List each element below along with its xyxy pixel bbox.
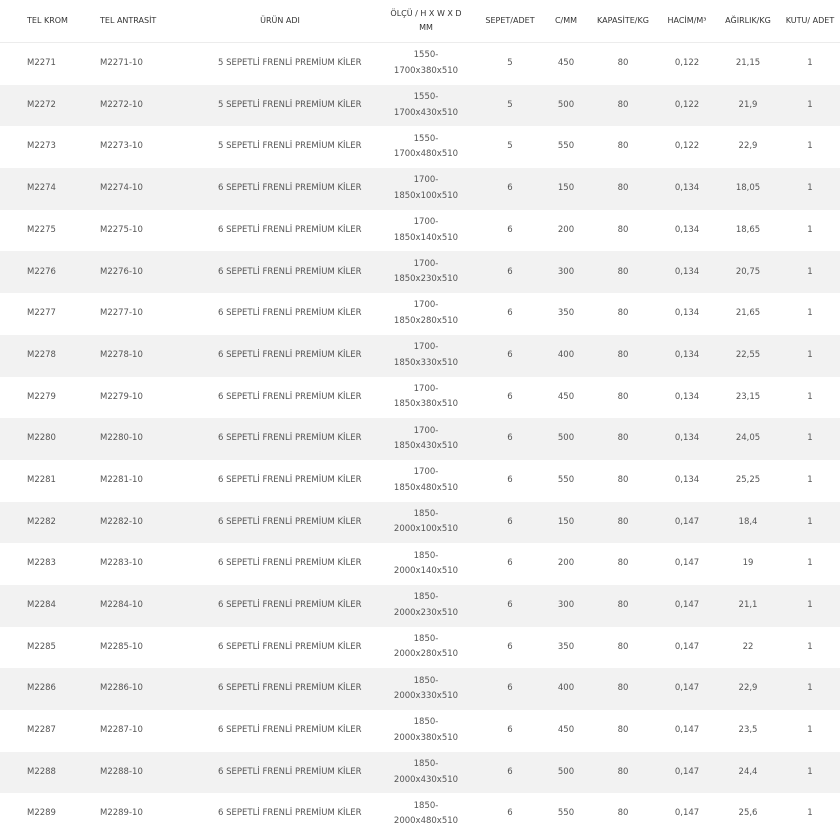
cell-kapasite: 80 <box>617 58 629 69</box>
cell-kutu: 1 <box>807 58 813 69</box>
cell-sepet: 6 <box>476 168 544 210</box>
cell-urun-adi: 6 SEPETLİ FRENLİ PREMİUM KİLER <box>184 752 376 794</box>
cell-kapasite: 80 <box>588 335 658 377</box>
header-olcu-line2: MM <box>419 23 433 32</box>
table-row <box>0 43 840 85</box>
cell-tel-antrasit: M2286-10 <box>76 668 184 710</box>
cell-tel-krom: M2282 <box>0 502 76 544</box>
cell-kutu: 1 <box>807 808 813 819</box>
cell-olcu <box>376 210 476 252</box>
header-olcu <box>376 0 476 43</box>
cell-hacim: 0,134 <box>658 168 716 210</box>
cell-hacim: 0,147 <box>674 558 700 569</box>
cell-hacim: 0,147 <box>658 502 716 544</box>
cell-tel-antrasit: M2274-10 <box>76 168 184 210</box>
table-row <box>0 543 840 585</box>
cell-olcu-line2: 1850x330x510 <box>393 357 459 368</box>
cell-agirlik: 22 <box>742 641 754 652</box>
cell-cmm: 500 <box>544 752 588 794</box>
cell-cmm: 300 <box>544 251 588 293</box>
cell-olcu-line1: 1850- <box>413 800 439 811</box>
header-agirlik: AĞIRLIK/KG <box>716 0 780 43</box>
cell-olcu <box>376 793 476 835</box>
cell-tel-antrasit: M2276-10 <box>76 251 184 293</box>
cell-agirlik: 24,05 <box>716 418 780 460</box>
cell-urun-adi: 5 SEPETLİ FRENLİ PREMİUM KİLER <box>184 85 376 127</box>
cell-urun-adi: 6 SEPETLİ FRENLİ PREMİUM KİLER <box>218 474 362 485</box>
cell-cmm: 150 <box>544 502 588 544</box>
cell-olcu-line1: 1700- <box>413 175 439 186</box>
cell-kutu: 1 <box>780 502 840 544</box>
cell-olcu-line1: 1550- <box>413 133 439 144</box>
cell-cmm: 550 <box>557 141 575 152</box>
cell-cmm: 150 <box>544 168 588 210</box>
cell-olcu <box>376 710 476 752</box>
cell-kutu: 1 <box>780 418 840 460</box>
cell-olcu <box>376 85 476 127</box>
table-row <box>0 585 840 627</box>
cell-olcu-line2: 1850x140x510 <box>393 232 459 243</box>
header-hacim: HACİM/M³ <box>658 0 716 43</box>
cell-tel-krom: M2274 <box>0 168 76 210</box>
cell-cmm: 200 <box>557 558 575 569</box>
header-cmm: C/MM <box>544 0 588 43</box>
cell-tel-krom: M2289 <box>27 808 56 819</box>
cell-hacim: 0,147 <box>674 725 700 736</box>
table-header-row <box>0 0 840 43</box>
cell-agirlik: 21,15 <box>735 58 761 69</box>
table-row <box>0 627 840 669</box>
cell-sepet: 6 <box>476 668 544 710</box>
cell-urun-adi: 6 SEPETLİ FRENLİ PREMİUM KİLER <box>184 251 376 293</box>
cell-urun-adi: 6 SEPETLİ FRENLİ PREMİUM KİLER <box>184 668 376 710</box>
cell-kutu: 1 <box>780 251 840 293</box>
cell-sepet: 5 <box>507 58 513 69</box>
cell-kutu: 1 <box>780 85 840 127</box>
cell-urun-adi: 6 SEPETLİ FRENLİ PREMİUM KİLER <box>184 418 376 460</box>
cell-tel-antrasit: M2289-10 <box>100 808 143 819</box>
cell-olcu-line2: 2000x380x510 <box>393 732 459 743</box>
cell-hacim: 0,122 <box>674 58 700 69</box>
cell-sepet: 6 <box>507 808 513 819</box>
cell-hacim: 0,122 <box>674 141 700 152</box>
cell-kapasite: 80 <box>588 668 658 710</box>
cell-sepet: 6 <box>507 474 513 485</box>
cell-olcu <box>376 251 476 293</box>
cell-urun-adi: 5 SEPETLİ FRENLİ PREMİUM KİLER <box>218 141 362 152</box>
cell-sepet: 6 <box>507 224 513 235</box>
table-row <box>0 502 840 544</box>
table-row <box>0 126 840 168</box>
cell-urun-adi: 6 SEPETLİ FRENLİ PREMİUM KİLER <box>218 641 362 652</box>
cell-olcu <box>376 43 476 85</box>
cell-hacim: 0,134 <box>658 251 716 293</box>
cell-tel-krom: M2285 <box>27 641 56 652</box>
cell-cmm: 450 <box>557 725 575 736</box>
cell-agirlik: 23,5 <box>738 725 758 736</box>
cell-olcu-line1: 1850- <box>413 675 439 686</box>
cell-olcu-line1: 1850- <box>413 759 439 770</box>
table-row <box>0 793 840 835</box>
cell-kapasite: 80 <box>617 474 629 485</box>
cell-kutu: 1 <box>807 474 813 485</box>
cell-hacim: 0,134 <box>658 418 716 460</box>
cell-cmm: 550 <box>557 808 575 819</box>
table-row <box>0 668 840 710</box>
cell-cmm: 450 <box>557 391 575 402</box>
cell-olcu-line2: 2000x480x510 <box>393 816 459 827</box>
cell-tel-krom: M2288 <box>0 752 76 794</box>
cell-kapasite: 80 <box>588 85 658 127</box>
cell-kutu: 1 <box>807 141 813 152</box>
cell-urun-adi: 6 SEPETLİ FRENLİ PREMİUM KİLER <box>218 558 362 569</box>
cell-tel-antrasit: M2282-10 <box>76 502 184 544</box>
cell-olcu <box>376 168 476 210</box>
cell-olcu <box>376 335 476 377</box>
table-row <box>0 710 840 752</box>
cell-kutu: 1 <box>780 752 840 794</box>
table-row <box>0 418 840 460</box>
cell-olcu-line1: 1700- <box>413 258 439 269</box>
cell-olcu <box>376 377 476 419</box>
cell-agirlik: 22,9 <box>738 141 758 152</box>
cell-olcu-line2: 1850x380x510 <box>393 399 459 410</box>
table-row <box>0 293 840 335</box>
cell-tel-antrasit: M2280-10 <box>76 418 184 460</box>
cell-kapasite: 80 <box>588 251 658 293</box>
cell-kapasite: 80 <box>588 585 658 627</box>
cell-sepet: 6 <box>476 418 544 460</box>
cell-olcu <box>376 752 476 794</box>
cell-agirlik: 19 <box>742 558 754 569</box>
cell-tel-antrasit: M2277-10 <box>100 308 143 319</box>
cell-olcu <box>376 418 476 460</box>
cell-tel-krom: M2279 <box>27 391 56 402</box>
cell-kapasite: 80 <box>617 308 629 319</box>
table-row <box>0 85 840 127</box>
cell-agirlik: 18,65 <box>735 224 761 235</box>
cell-urun-adi: 5 SEPETLİ FRENLİ PREMİUM KİLER <box>218 58 362 69</box>
cell-olcu-line1: 1850- <box>413 633 439 644</box>
cell-olcu-line1: 1850- <box>413 508 439 519</box>
cell-tel-antrasit: M2284-10 <box>76 585 184 627</box>
cell-hacim: 0,134 <box>658 335 716 377</box>
table-row <box>0 335 840 377</box>
cell-olcu-line2: 1700x380x510 <box>393 65 459 76</box>
cell-kapasite: 80 <box>617 141 629 152</box>
cell-kutu: 1 <box>780 335 840 377</box>
cell-hacim: 0,147 <box>674 641 700 652</box>
cell-sepet: 6 <box>476 335 544 377</box>
cell-urun-adi: 6 SEPETLİ FRENLİ PREMİUM KİLER <box>184 168 376 210</box>
table-row <box>0 460 840 502</box>
cell-tel-antrasit: M2285-10 <box>100 641 143 652</box>
cell-kapasite: 80 <box>588 752 658 794</box>
cell-olcu-line1: 1550- <box>413 50 439 61</box>
cell-agirlik: 18,05 <box>716 168 780 210</box>
cell-olcu <box>376 293 476 335</box>
cell-kapasite: 80 <box>617 558 629 569</box>
cell-kutu: 1 <box>807 641 813 652</box>
cell-olcu-line1: 1700- <box>413 467 439 478</box>
cell-olcu-line1: 1700- <box>413 425 439 436</box>
cell-sepet: 6 <box>476 585 544 627</box>
cell-olcu-line2: 1700x430x510 <box>393 107 459 118</box>
cell-cmm: 300 <box>544 585 588 627</box>
cell-urun-adi: 6 SEPETLİ FRENLİ PREMİUM KİLER <box>184 585 376 627</box>
cell-sepet: 6 <box>507 641 513 652</box>
cell-tel-antrasit: M2279-10 <box>100 391 143 402</box>
cell-olcu-line1: 1700- <box>413 383 439 394</box>
header-olcu-line1: ÖLÇÜ / H X W X D <box>390 9 462 18</box>
cell-agirlik: 22,55 <box>716 335 780 377</box>
cell-tel-antrasit: M2275-10 <box>100 224 143 235</box>
cell-olcu <box>376 126 476 168</box>
cell-sepet: 6 <box>507 391 513 402</box>
cell-kapasite: 80 <box>617 808 629 819</box>
cell-olcu-line2: 1850x480x510 <box>393 482 459 493</box>
cell-hacim: 0,122 <box>658 85 716 127</box>
cell-tel-krom: M2272 <box>0 85 76 127</box>
cell-hacim: 0,147 <box>658 585 716 627</box>
cell-sepet: 6 <box>507 558 513 569</box>
cell-tel-krom: M2287 <box>27 725 56 736</box>
cell-olcu-line2: 2000x330x510 <box>393 691 459 702</box>
table-row <box>0 251 840 293</box>
header-urun-adi: ÜRÜN ADI <box>184 0 376 43</box>
cell-agirlik: 25,25 <box>735 474 761 485</box>
cell-tel-krom: M2273 <box>27 141 56 152</box>
cell-cmm: 500 <box>544 85 588 127</box>
table-row <box>0 377 840 419</box>
cell-olcu-line1: 1850- <box>413 592 439 603</box>
cell-urun-adi: 6 SEPETLİ FRENLİ PREMİUM KİLER <box>218 308 362 319</box>
cell-sepet: 6 <box>507 725 513 736</box>
header-kutu: KUTU/ ADET <box>780 0 840 43</box>
cell-olcu-line1: 1700- <box>413 217 439 228</box>
cell-tel-antrasit: M2283-10 <box>100 558 143 569</box>
cell-tel-antrasit: M2272-10 <box>76 85 184 127</box>
cell-agirlik: 21,65 <box>735 308 761 319</box>
cell-kapasite: 80 <box>617 641 629 652</box>
cell-kapasite: 80 <box>617 391 629 402</box>
cell-tel-krom: M2276 <box>0 251 76 293</box>
cell-olcu-line2: 1700x480x510 <box>393 149 459 160</box>
cell-urun-adi: 6 SEPETLİ FRENLİ PREMİUM KİLER <box>184 502 376 544</box>
cell-tel-antrasit: M2287-10 <box>100 725 143 736</box>
cell-sepet: 5 <box>507 141 513 152</box>
cell-hacim: 0,147 <box>674 808 700 819</box>
cell-cmm: 350 <box>557 308 575 319</box>
cell-agirlik: 24,4 <box>716 752 780 794</box>
cell-olcu-line2: 1850x430x510 <box>393 441 459 452</box>
cell-urun-adi: 6 SEPETLİ FRENLİ PREMİUM KİLER <box>218 391 362 402</box>
cell-hacim: 0,134 <box>674 474 700 485</box>
table-row <box>0 168 840 210</box>
cell-cmm: 400 <box>544 668 588 710</box>
cell-kutu: 1 <box>807 391 813 402</box>
cell-tel-antrasit: M2278-10 <box>76 335 184 377</box>
cell-cmm: 200 <box>557 224 575 235</box>
cell-agirlik: 22,9 <box>716 668 780 710</box>
cell-olcu <box>376 543 476 585</box>
cell-kapasite: 80 <box>617 725 629 736</box>
cell-cmm: 450 <box>557 58 575 69</box>
cell-kutu: 1 <box>780 168 840 210</box>
header-kapasite: KAPASİTE/KG <box>588 0 658 43</box>
cell-olcu-line2: 1850x280x510 <box>393 315 459 326</box>
cell-kutu: 1 <box>780 585 840 627</box>
cell-tel-krom: M2280 <box>0 418 76 460</box>
cell-sepet: 6 <box>507 308 513 319</box>
cell-hacim: 0,134 <box>674 224 700 235</box>
cell-hacim: 0,147 <box>658 668 716 710</box>
cell-hacim: 0,147 <box>658 752 716 794</box>
cell-agirlik: 20,75 <box>716 251 780 293</box>
table-row <box>0 752 840 794</box>
table-row <box>0 210 840 252</box>
cell-cmm: 500 <box>544 418 588 460</box>
cell-olcu-line1: 1700- <box>413 342 439 353</box>
cell-urun-adi: 6 SEPETLİ FRENLİ PREMİUM KİLER <box>218 224 362 235</box>
cell-agirlik: 18,4 <box>716 502 780 544</box>
cell-olcu-line2: 1850x230x510 <box>393 274 459 285</box>
cell-tel-antrasit: M2271-10 <box>100 58 143 69</box>
cell-cmm: 550 <box>557 474 575 485</box>
cell-sepet: 6 <box>476 502 544 544</box>
cell-kapasite: 80 <box>588 418 658 460</box>
cell-kutu: 1 <box>807 725 813 736</box>
cell-tel-krom: M2286 <box>0 668 76 710</box>
cell-tel-krom: M2271 <box>27 58 56 69</box>
cell-tel-krom: M2277 <box>27 308 56 319</box>
cell-olcu <box>376 460 476 502</box>
cell-tel-krom: M2281 <box>27 474 56 485</box>
cell-olcu <box>376 668 476 710</box>
cell-cmm: 400 <box>544 335 588 377</box>
cell-sepet: 5 <box>476 85 544 127</box>
cell-olcu-line2: 2000x100x510 <box>393 524 459 535</box>
cell-kutu: 1 <box>807 308 813 319</box>
cell-urun-adi: 6 SEPETLİ FRENLİ PREMİUM KİLER <box>218 725 362 736</box>
cell-olcu-line2: 1850x100x510 <box>393 190 459 201</box>
cell-sepet: 6 <box>476 251 544 293</box>
cell-kutu: 1 <box>807 224 813 235</box>
cell-tel-antrasit: M2273-10 <box>100 141 143 152</box>
cell-olcu-line2: 2000x280x510 <box>393 649 459 660</box>
cell-agirlik: 25,6 <box>738 808 758 819</box>
cell-agirlik: 21,1 <box>716 585 780 627</box>
cell-olcu-line1: 1550- <box>413 92 439 103</box>
cell-agirlik: 23,15 <box>735 391 761 402</box>
cell-urun-adi: 6 SEPETLİ FRENLİ PREMİUM KİLER <box>218 808 362 819</box>
cell-tel-krom: M2278 <box>0 335 76 377</box>
cell-urun-adi: 6 SEPETLİ FRENLİ PREMİUM KİLER <box>184 335 376 377</box>
cell-cmm: 350 <box>557 641 575 652</box>
cell-sepet: 6 <box>476 752 544 794</box>
header-tel-antrasit: TEL ANTRASİT <box>76 0 184 43</box>
cell-kapasite: 80 <box>588 168 658 210</box>
cell-kapasite: 80 <box>588 502 658 544</box>
cell-olcu-line2: 2000x230x510 <box>393 607 459 618</box>
cell-olcu-line1: 1850- <box>413 717 439 728</box>
cell-tel-antrasit: M2281-10 <box>100 474 143 485</box>
header-sepet: SEPET/ADET <box>476 0 544 43</box>
header-tel-krom: TEL KROM <box>0 0 76 43</box>
cell-tel-krom: M2283 <box>27 558 56 569</box>
cell-hacim: 0,134 <box>674 391 700 402</box>
cell-kapasite: 80 <box>617 224 629 235</box>
cell-tel-krom: M2284 <box>0 585 76 627</box>
cell-olcu <box>376 627 476 669</box>
cell-olcu <box>376 585 476 627</box>
cell-olcu <box>376 502 476 544</box>
cell-olcu-line1: 1850- <box>413 550 439 561</box>
cell-olcu-line2: 2000x140x510 <box>393 566 459 577</box>
cell-kutu: 1 <box>780 668 840 710</box>
cell-agirlik: 21,9 <box>716 85 780 127</box>
cell-tel-krom: M2275 <box>27 224 56 235</box>
cell-olcu-line1: 1700- <box>413 300 439 311</box>
cell-hacim: 0,134 <box>674 308 700 319</box>
cell-olcu-line2: 2000x430x510 <box>393 774 459 785</box>
cell-kutu: 1 <box>807 558 813 569</box>
cell-tel-antrasit: M2288-10 <box>76 752 184 794</box>
